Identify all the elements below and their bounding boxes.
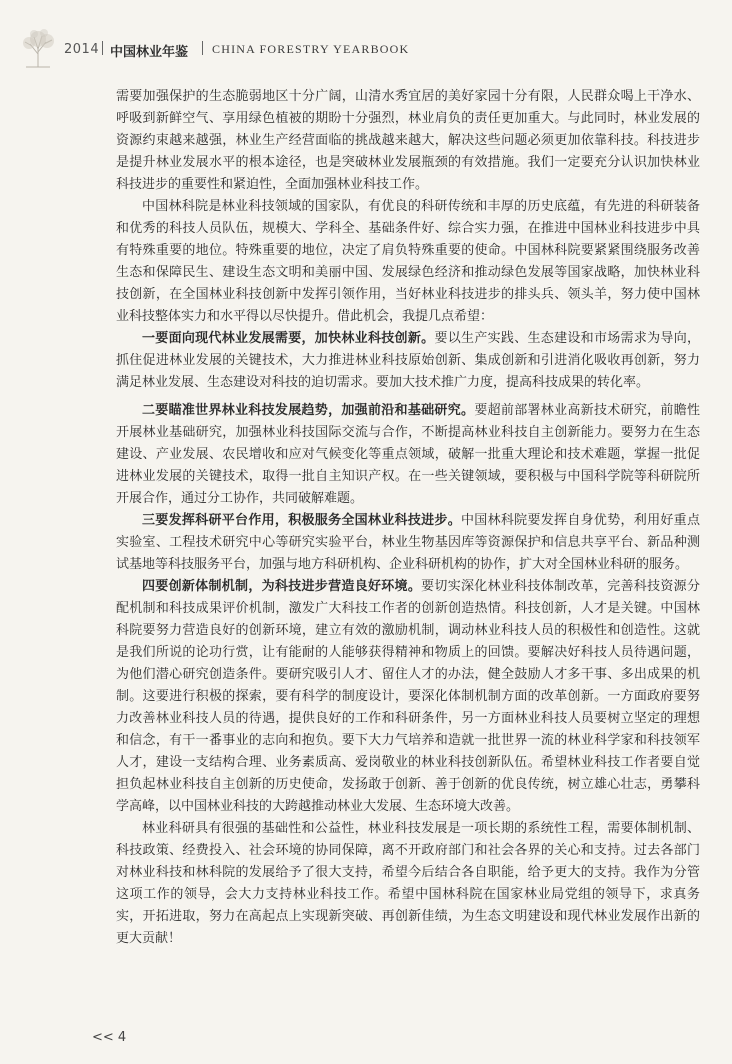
paragraph-text: 要以生产实践、生态建设和市场需求为导向，抓住促进林业发展的关键技术，大力推进林业科技原始创新、集成创新和引进消化吸收再创新，努力满足林业发展、生态建设对科技的迫切需求。要加大技术推广力度，提高科技成果的转化率。 <box>116 331 700 390</box>
paragraph-text: 中国林科院要发挥自身优势，利用好重点实验室、工程技术研究中心等研究实验平台，林业生物基因库等资源保护和信息共享平台、新品种测试基地等科技服务平台，加强与地方科研机构、企业科研机构的协作，扩大对全国林业科研的服务。 <box>116 513 700 572</box>
paragraph-text: 要切实深化林业科技体制改革，完善科技资源分配机制和科技成果评价机制，激发广大科技工作者的创新创造热情。科技创新，人才是关键。中国林科院要努力营造良好的创新环境，建立有效的激励机制，调动林业科技人员的积极性和创造性。这就是我们所说的论功行赏，让有能耐的人能够获得精神和物质上的回馈。要解决好科技人员待遇问题，为他们潜心研究创造条件。要研究吸引人才、留住人才的办法，健全鼓励人才多干事、多出成果的机制。这要进行积极的探索，要有科学的制度设计，要深化体制机制方面的改革创新。一方面政府要努力改善林业科技人员的待遇，提供良好的工作和科研条件，另一方面林业科技人员要树立坚定的理想和信念，有干一番事业的志向和抱负。要下大力气培养和造就一批世界一流的林业科学家和科技领军人才，建设一支结构合理、业务素质高、爱岗敬业的林业科技创新队伍。希望林业科技工作者要自觉担负起林业科技自主创新的历史使命，发扬敢于创新、善于创新的优良传统，树立雄心壮志，勇攀科学高峰，以中国林业科技的大跨越推动林业大发展、生态环境大改善。 <box>116 579 700 814</box>
paragraph-text: 中国林科院是林业科技领域的国家队，有优良的科研传统和丰厚的历史底蕴，有先进的科研装备和优秀的科技人员队伍，规模大、学科全、基础条件好、综合实力强，在推进中国林业科技进步中具有特殊重要的地位。特殊重要的地位，决定了肩负特殊重要的使命。中国林科院要紧紧围绕服务改善生态和保障民生、建设生态文明和美丽中国、发展绿色经济和推动绿色发展等国家战略，加快林业科技创新，在全国林业科技创新中发挥引领作用，当好林业科技进步的排头兵、领头羊，努力使中国林业科技整体实力和水平得以尽快提升。借此机会，我提几点希望： <box>116 199 700 324</box>
paragraph <box>116 818 700 950</box>
yearbook-title-cn: 中国林业年鉴 <box>110 45 189 60</box>
header-divider <box>202 41 203 55</box>
paragraph-lead: 二要瞄准世界林业科技发展趋势，加强前沿和基础研究。 <box>142 403 475 418</box>
paragraph-lead: 三要发挥科研平台作用，积极服务全国林业科技进步。 <box>142 513 462 528</box>
paragraph-text: 需要加强保护的生态脆弱地区十分广阔，山清水秀宜居的美好家园十分有限，人民群众喝上干净水、呼吸到新鲜空气、享用绿色植被的期盼十分强烈，林业肩负的责任更加重大。与此同时，林业发展的资源约束越来越强，林业生产经营面临的挑战越来越大，解决这些问题必须更加依靠科技。科技进步是提升林业发展水平的根本途径，也是突破林业发展瓶颈的有效措施。我们一定要充分认识加快林业科技进步的重要性和紧迫性，全面加强林业科技工作。 <box>116 89 700 192</box>
paragraph <box>116 576 700 818</box>
paragraph <box>116 510 700 576</box>
yearbook-year: 2014 <box>64 42 100 57</box>
paragraph <box>116 196 700 328</box>
paragraph <box>116 400 700 510</box>
paragraph-lead: 四要创新体制机制，为科技进步营造良好环境。 <box>142 579 422 594</box>
paragraph-text: 林业科研具有很强的基础性和公益性，林业科技发展是一项长期的系统性工程，需要体制机制、科技政策、经费投入、社会环境的协同保障，离不开政府部门和社会各界的关心和支持。过去各部门对林业科技和林科院的发展给予了很大支持，希望今后结合各自职能，给予更大的支持。我作为分管这项工作的领导，会大力支持林业科技工作。希望中国林科院在国家林业局党组的领导下，求真务实，开拓进取，努力在高起点上实现新突破、再创新佳绩，为生态文明建设和现代林业发展作出新的更大贡献！ <box>116 821 700 946</box>
page-number: << 4 <box>92 1030 127 1045</box>
paragraph <box>116 86 700 196</box>
paragraph-lead: 一要面向现代林业发展需要，加快林业科技创新。 <box>142 331 435 346</box>
article-body <box>116 86 700 950</box>
paragraph-text: 要超前部署林业高新技术研究，前瞻性开展林业基础研究，加强林业科技国际交流与合作，不断提高林业科技自主创新能力。要努力在生态建设、产业发展、农民增收和应对气候变化等重点领域，破解一批重大理论和技术难题，掌握一批促进林业发展的关键技术，取得一批自主知识产权。在一些关键领域，要积极与中国科学院等科研院所开展合作，通过分工协作，共同破解难题。 <box>116 403 700 506</box>
tree-logo-icon <box>16 28 62 68</box>
yearbook-title-en: CHINA FORESTRY YEARBOOK <box>212 42 410 56</box>
header-divider <box>102 41 103 55</box>
paragraph <box>116 328 700 394</box>
page-header <box>16 28 716 68</box>
